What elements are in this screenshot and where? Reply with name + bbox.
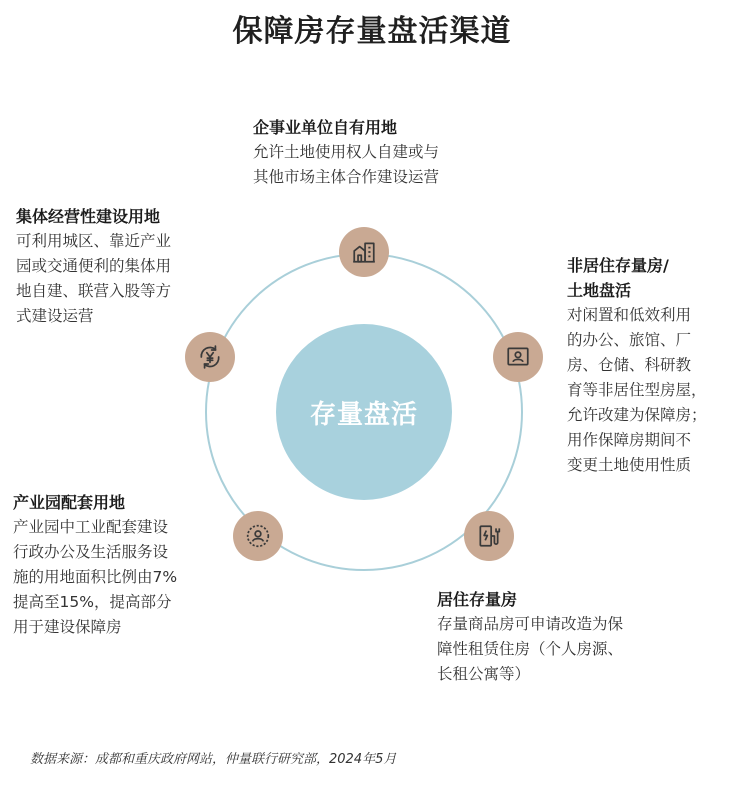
block-industrial-park: [13, 490, 177, 640]
block-enterprise-land-line: 允许土地使用权人自建或与: [253, 143, 440, 161]
block-non-residential-line: 对闲置和低效利用: [567, 306, 692, 324]
office-screen-icon: [505, 344, 531, 370]
block-non-residential-line: 房、仓储、科研教: [567, 356, 692, 374]
block-collective-land-line: 园或交通便利的集体用: [16, 257, 172, 275]
block-residential-stock-heading: 居住存量房: [437, 590, 518, 609]
block-collective-land-line: 地自建、联营入股等方: [16, 282, 172, 300]
block-non-residential-heading: 非居住存量房/: [567, 256, 669, 275]
block-residential-stock: [437, 587, 623, 687]
block-collective-land-line: 式建设运营: [16, 307, 94, 325]
block-industrial-park-heading: 产业园配套用地: [13, 493, 126, 512]
block-enterprise-land: [253, 115, 439, 190]
charging-station-icon: [476, 523, 502, 549]
block-industrial-park-line: 施的用地面积比例由7%: [13, 568, 178, 586]
block-residential-stock-line: 障性租赁住房（个人房源、: [437, 640, 624, 658]
block-residential-stock-line: 长租公寓等）: [437, 665, 531, 683]
block-industrial-park-line: 产业园中工业配套建设: [13, 518, 169, 536]
source-note: 数据来源：成都和重庆政府网站，仲量联行研究部，2024年5月: [30, 752, 397, 767]
page-title: 保障房存量盘活渠道: [232, 14, 512, 49]
block-industrial-park-line: 用于建设保障房: [13, 618, 122, 636]
center-circle: [276, 324, 452, 500]
block-non-residential-line: 允许改建为保障房；: [567, 406, 707, 424]
block-enterprise-land-line: 其他市场主体合作建设运营: [253, 168, 440, 186]
block-non-residential: [567, 253, 707, 478]
block-non-residential-line: 变更土地使用性质: [567, 456, 692, 474]
block-non-residential-line: 用作保障房期间不: [567, 431, 692, 449]
node-bottom-left: [233, 511, 283, 561]
block-industrial-park-line: 提高至15%，提高部分: [13, 593, 172, 611]
person-circle-icon: [245, 523, 271, 549]
block-collective-land-line: 可利用城区、靠近产业: [16, 232, 172, 250]
buildings-icon: [351, 239, 377, 265]
node-top: [339, 227, 389, 277]
block-non-residential-heading: 土地盘活: [567, 281, 632, 300]
block-collective-land: [16, 204, 171, 329]
currency-exchange-icon: [197, 344, 223, 370]
node-right: [493, 332, 543, 382]
block-non-residential-line: 的办公、旅馆、厂: [567, 331, 692, 349]
block-industrial-park-line: 行政办公及生活服务设: [13, 543, 169, 561]
node-left: [185, 332, 235, 382]
block-non-residential-line: 育等非居住型房屋，: [567, 381, 707, 399]
block-enterprise-land-heading: 企事业单位自有用地: [253, 118, 398, 137]
block-collective-land-heading: 集体经营性建设用地: [16, 207, 161, 226]
node-bottom-right: [464, 511, 514, 561]
block-residential-stock-line: 存量商品房可申请改造为保: [437, 615, 624, 633]
center-label: 存量盘活: [309, 399, 418, 430]
